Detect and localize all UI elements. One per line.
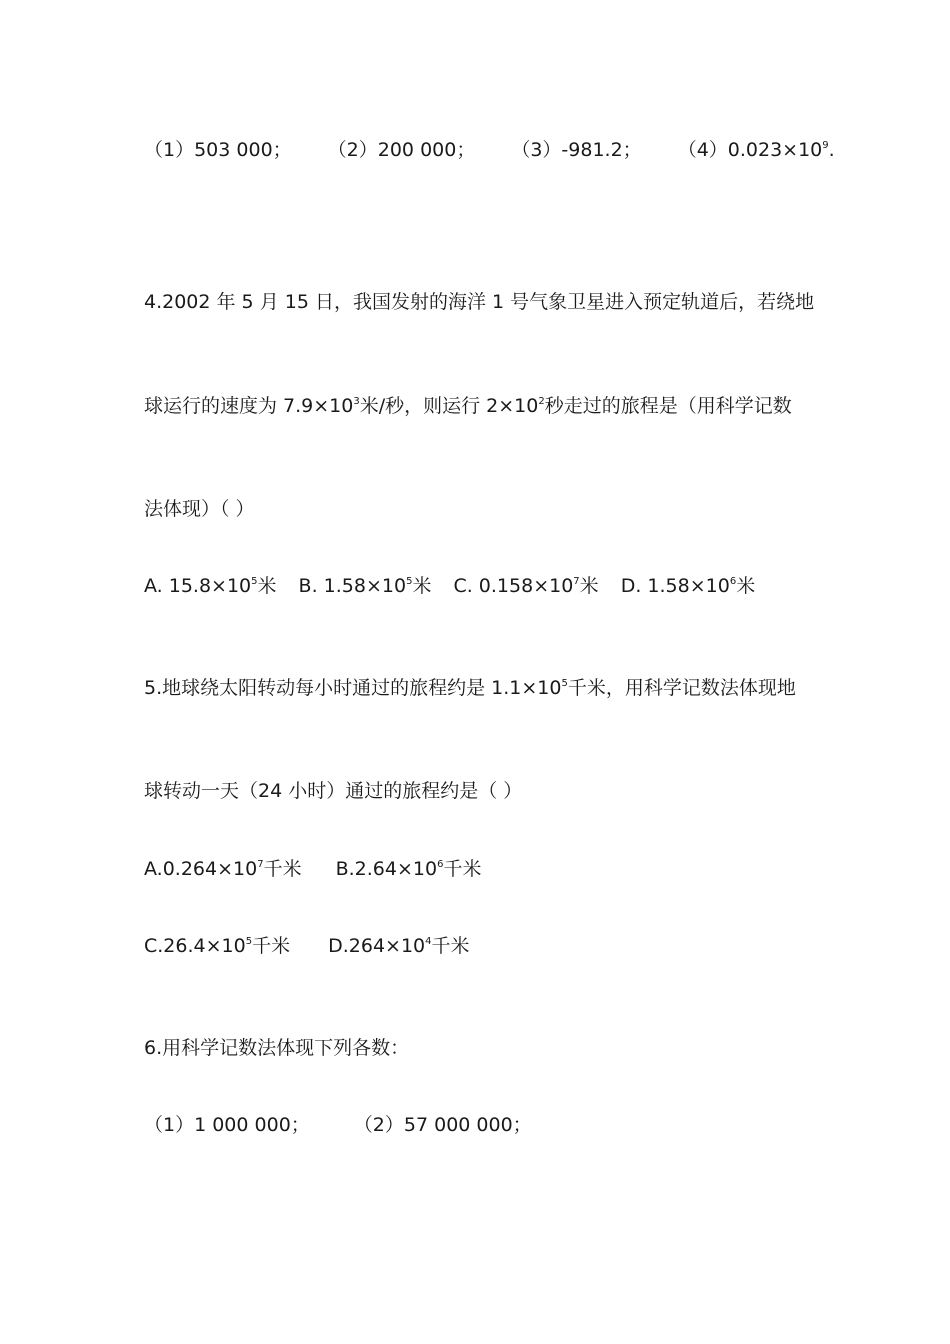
q5-options-row-1 bbox=[144, 857, 481, 881]
q6-title: 6.用科学记数法体现下列各数： bbox=[144, 1037, 410, 1059]
q4-option-d: D. $1.58\times 10^6$米 bbox=[620, 575, 756, 597]
item-4: $(4)0.023\times 10^9$. bbox=[677, 139, 835, 161]
q4-option-a: A. $15.8\times 10^5$米 bbox=[144, 575, 277, 597]
q4-option-c: C. $0.158\times 10^7$米 bbox=[453, 575, 599, 597]
q5-option-a: $A.0.264\times 10^7$千米 bbox=[144, 858, 302, 880]
item-2: （2）200 000； bbox=[327, 139, 476, 161]
q5-option-d: $D.264\times 10^4$千米 bbox=[328, 935, 470, 957]
q6-item-1: （1）1 000 000； bbox=[144, 1114, 310, 1136]
q5-option-b: $B.2.64\times 10^6$千米 bbox=[335, 858, 482, 880]
q4-line-2: 球运行的速度为 $7.9\times 10^3$米/秒，则运行 $2\times 10^2$秒走过的旅程是（用科学记数 bbox=[144, 395, 792, 417]
q5-line-1: 5.地球绕太阳转动每小时通过的旅程约是 $1.1\times 10^5$千米，用科学记数法体现地 bbox=[144, 677, 796, 699]
q6-item-2: （2）57 000 000； bbox=[353, 1114, 532, 1136]
q4-line-1: 4.2002 年 5 月 15 日，我国发射的海洋 1 号气象卫星进入预定轨道后，若绕地 bbox=[144, 291, 815, 313]
answer-row-1 bbox=[144, 138, 835, 162]
q5-options-row-2 bbox=[144, 934, 470, 958]
q6-items bbox=[144, 1113, 532, 1137]
q4-line-3: 法体现）（ ） bbox=[144, 498, 255, 520]
q4-options bbox=[144, 574, 755, 598]
item-3: （3）-981.2； bbox=[511, 139, 642, 161]
q4-option-b: B. $1.58\times 10^5$米 bbox=[298, 575, 432, 597]
item-1: （1）503 000； bbox=[144, 139, 292, 161]
q5-line-2: 球转动一天（24 小时）通过的旅程约是（ ） bbox=[144, 780, 523, 802]
q5-option-c: $C.26.4\times 10^5$千米 bbox=[144, 935, 291, 957]
